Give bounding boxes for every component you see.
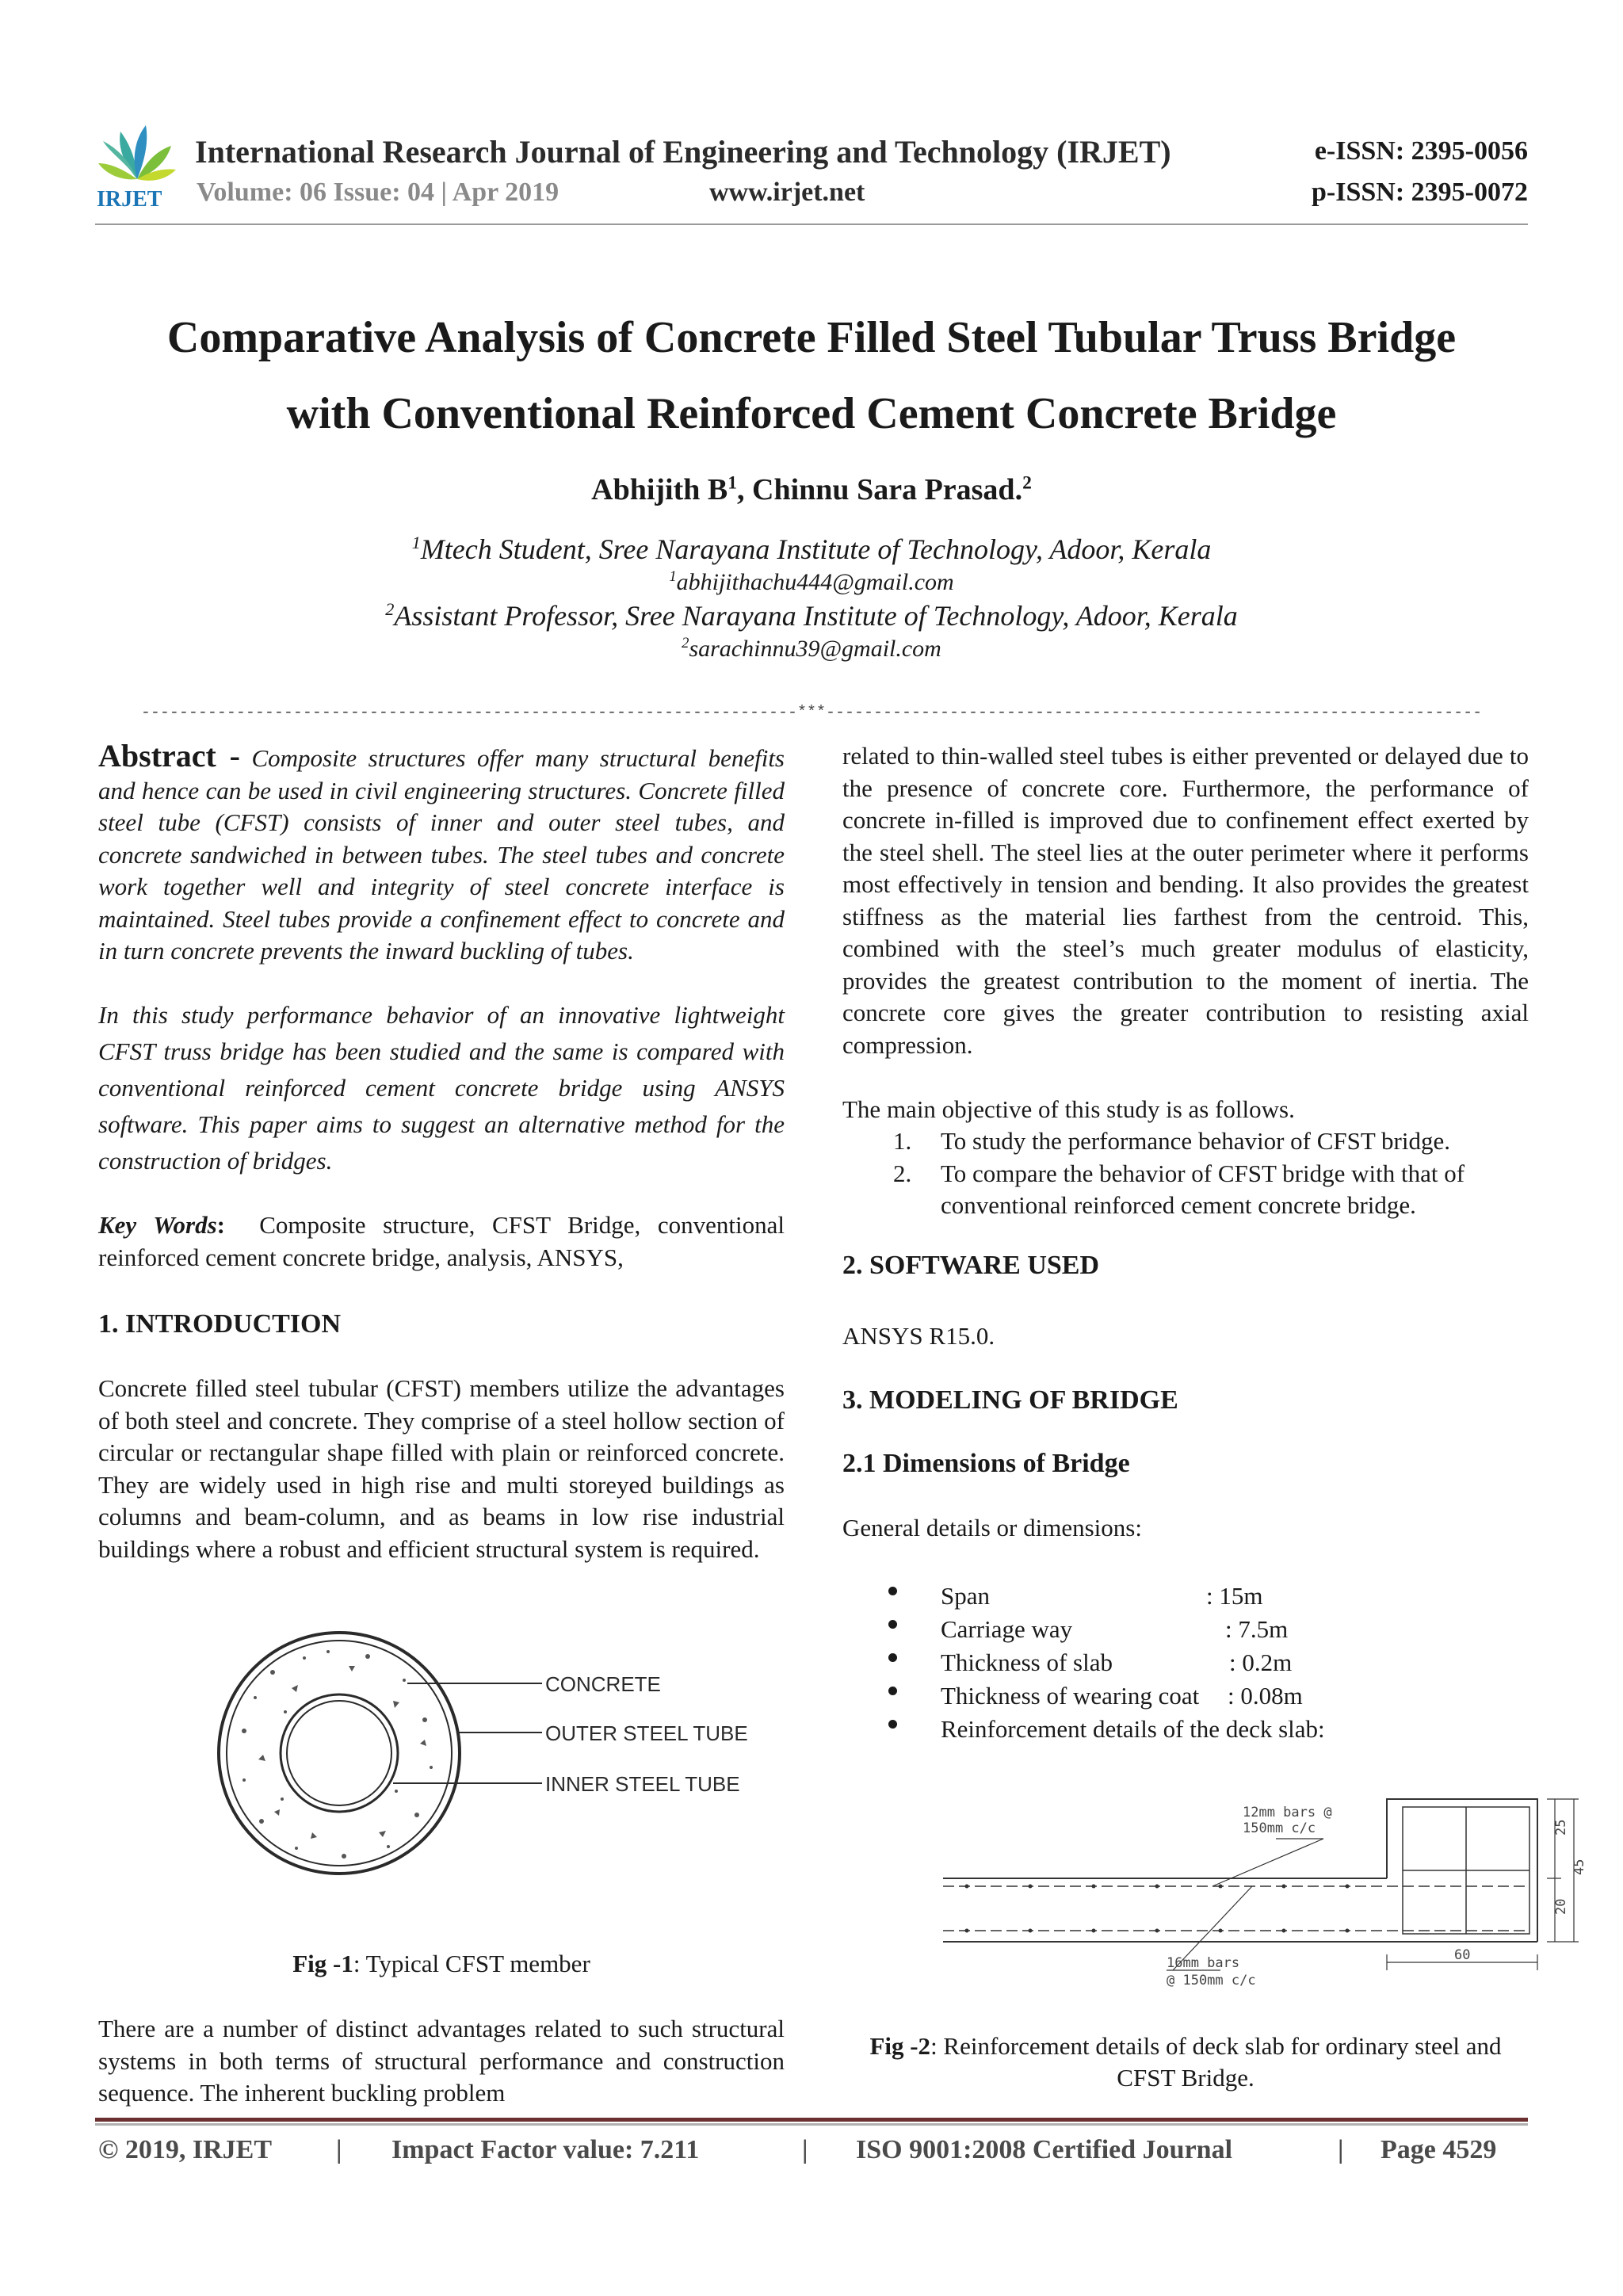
dimension-value: : 0.2m (1229, 1648, 1293, 1676)
objective-text-2: To compare the behavior of CFST bridge with that of conventional reinforced cement concrete bridge. (941, 1159, 1465, 1219)
label-concrete: CONCRETE (545, 1672, 661, 1696)
dimension-value: : 7.5m (1225, 1615, 1289, 1643)
dimension-item-wearing-coat (842, 1680, 1529, 1713)
dimension-60: 60 (1454, 1947, 1471, 1963)
dimension-20: 20 (1553, 1898, 1569, 1915)
objective-text-1: To study the performance behavior of CFST bridge. (941, 1127, 1450, 1155)
affiliation-1-text: Mtech Student, Sree Narayana Institute of Technology, Adoor, Kerala (420, 533, 1212, 565)
software-value: ANSYS R15.0. (842, 1322, 995, 1350)
abstract-paragraph-1: Composite structures offer many structural benefits and hence can be used in civil engineering structures. Concrete filled steel tube (CFST) consists of inner and outer steel tubes, and concrete sandwiched in between tubes. The steel tubes and concrete work together well and integrity of steel concrete interface is maintained. Steel tubes provide a confinement effect to concrete and in turn concrete prevents the inward buckling of tubes. (98, 744, 785, 965)
author-2: , Chinnu Sara Prasad. (737, 473, 1023, 506)
introduction-continued: related to thin-walled steel tubes is either prevented or delayed due to the presence of concrete core. Furthermore, the performance of concrete in-filled is improved due to confinement effect exerted by the steel shell. The steel lies at the outer perimeter where it performs most effectively in tension and bending. It also provides the greatest stiffness as the material lies farthest from the centroid. This, combined with the steel’s much greater modulus of elasticity, provides the greatest contribution to the moment of inertia. The concrete core gives the greater contribution to resisting axial compression. (842, 742, 1529, 1059)
header-rule (95, 223, 1528, 225)
footer-iso: ISO 9001:2008 Certified Journal (856, 2135, 1233, 2164)
affiliation-2 (79, 599, 1544, 632)
top-bars-label-2: 150mm c/c (1243, 1820, 1316, 1836)
paper-title (79, 300, 1544, 452)
bottom-bars-label-1: 16mm bars (1167, 1955, 1240, 1971)
abstract-paragraph-2: In this study performance behavior of an innovative lightweight CFST truss bridge has been studied and the same is compared with conventional reinforced cement concrete bridge using ANSYS software. This paper aims to suggest an alternative method for the construction of bridges. (98, 1001, 785, 1175)
bullet-icon (888, 1620, 897, 1629)
keywords-label: Key Words (98, 1211, 217, 1239)
dimensions-intro: General details or dimensions: (842, 1514, 1142, 1541)
p-issn: p-ISSN: 2395-0072 (1312, 178, 1528, 207)
dimension-label: Carriage way (941, 1615, 1073, 1643)
dimension-value: : 0.08m (1228, 1682, 1303, 1710)
modeling-heading: 3. MODELING OF BRIDGE (842, 1385, 1178, 1415)
software-heading: 2. SOFTWARE USED (842, 1251, 1100, 1280)
irjet-logo (94, 117, 181, 212)
introduction-paragraph-2: There are a number of distinct advantages related to such structural systems in both terms of structural performance and construction sequence. The inherent buckling problem (98, 2015, 785, 2107)
dimension-label: Thickness of wearing coat (941, 1682, 1200, 1710)
bullet-icon (888, 1587, 897, 1595)
footer-impact-factor: Impact Factor value: 7.211 (391, 2135, 700, 2164)
objective-number-2: 2. (893, 1159, 912, 1187)
email-2-sup: 2 (682, 635, 689, 651)
affiliation-2-text: Assistant Professor, Sree Narayana Institute of Technology, Adoor, Kerala (394, 600, 1238, 632)
dimension-item-slab-thickness (842, 1647, 1529, 1680)
dimensions-list (842, 1580, 1529, 1747)
section-separator: ---------------------------------------------------------------------***--------------------------------------------------------------------- (140, 704, 1483, 722)
footer-divider: | (1338, 2135, 1344, 2164)
email-1-sup: 1 (669, 568, 677, 585)
email-1[interactable] (79, 569, 1544, 596)
footer-rule (95, 2118, 1528, 2122)
affiliation-1-sup: 1 (411, 533, 421, 552)
dimension-25: 25 (1553, 1819, 1569, 1836)
dimension-item-carriage-way (842, 1614, 1529, 1647)
figure-2-caption (842, 2030, 1529, 2094)
footer-divider: | (336, 2135, 342, 2164)
footer-copyright: © 2019, IRJET (98, 2135, 273, 2164)
bullet-icon (888, 1720, 897, 1729)
affiliation-1 (79, 533, 1544, 566)
dimension-45: 45 (1571, 1859, 1587, 1875)
dimensions-heading: 2.1 Dimensions of Bridge (842, 1449, 1130, 1478)
objective-list (842, 1125, 1529, 1222)
abstract (98, 740, 785, 968)
dimension-label: Span (941, 1582, 990, 1610)
affiliation-2-sup: 2 (385, 599, 395, 619)
title-line-1: Comparative Analysis of Concrete Filled Steel Tubular Truss Bridge (166, 313, 1457, 362)
figure-2-caption-label: Fig -2 (869, 2032, 931, 2060)
figure-1-caption-text: : Typical CFST member (353, 1950, 590, 1977)
objective-intro: The main objective of this study is as follows. (842, 1095, 1295, 1123)
keywords-colon: : (216, 1211, 225, 1239)
author-1-sup: 1 (727, 472, 738, 494)
bullet-icon (888, 1687, 897, 1695)
introduction-paragraph-1: Concrete filled steel tubular (CFST) members utilize the advantages of both steel and concrete. They comprise of a steel hollow section of circular or rectangular shape filled with plain or reinforced concrete. They are widely used in high rise and multi storeyed buildings as columns and beam-column, and as beams in low rise industrial buildings where a robust and efficient structural system is required. (98, 1374, 785, 1563)
title-line-2: with Conventional Reinforced Cement Concrete Bridge (286, 389, 1337, 438)
objective-item-1 (842, 1125, 1529, 1158)
label-outer-steel-tube: OUTER STEEL TUBE (545, 1721, 748, 1745)
dimension-label: Reinforcement details of the deck slab: (941, 1715, 1325, 1743)
top-bars-label-1: 12mm bars @ (1243, 1805, 1332, 1820)
journal-website[interactable]: www.irjet.net (709, 178, 865, 207)
figure-1-cfst-section (209, 1625, 780, 1942)
dimension-item-span (842, 1580, 1529, 1614)
footer-rule-secondary (95, 2123, 1528, 2126)
label-inner-steel-tube: INNER STEEL TUBE (545, 1772, 740, 1796)
keywords-text: Composite structure, CFST Bridge, conventional reinforced cement concrete bridge, analysis, ANSYS, (98, 1211, 785, 1271)
bottom-bars-label-2: @ 150mm c/c (1167, 1973, 1256, 1988)
figure-2-deck-slab-drawing (935, 1783, 1585, 1997)
introduction-heading: 1. INTRODUCTION (98, 1309, 342, 1339)
email-2-text: sarachinnu39@gmail.com (689, 636, 941, 662)
abstract-heading: Abstract - (98, 738, 240, 774)
dimension-item-reinforcement (842, 1713, 1529, 1747)
objective-number-1: 1. (893, 1127, 912, 1155)
author-list (79, 472, 1544, 507)
author-2-sup: 2 (1022, 472, 1032, 494)
keywords (98, 1209, 785, 1274)
logo-text: IRJET (97, 187, 162, 212)
objective-item-2 (842, 1158, 1529, 1222)
e-issn: e-ISSN: 2395-0056 (1314, 136, 1528, 166)
author-1: Abhijith B (591, 473, 728, 506)
dimension-label: Thickness of slab (941, 1648, 1113, 1676)
figure-2-caption-text: : Reinforcement details of deck slab for ordinary steel and CFST Bridge. (930, 2032, 1502, 2092)
email-2[interactable] (79, 636, 1544, 663)
footer-page-number: Page 4529 (1381, 2135, 1497, 2164)
bullet-icon (888, 1653, 897, 1662)
dimension-value: : 15m (1206, 1582, 1263, 1610)
footer-divider: | (802, 2135, 808, 2164)
email-1-text: abhijithachu444@gmail.com (676, 569, 954, 595)
figure-1-caption-label: Fig -1 (292, 1950, 353, 1977)
journal-name: International Research Journal of Engineering and Technology (IRJET) (195, 134, 1171, 170)
figure-1-caption (98, 1948, 785, 1980)
volume-issue: Volume: 06 Issue: 04 | Apr 2019 (197, 178, 559, 207)
